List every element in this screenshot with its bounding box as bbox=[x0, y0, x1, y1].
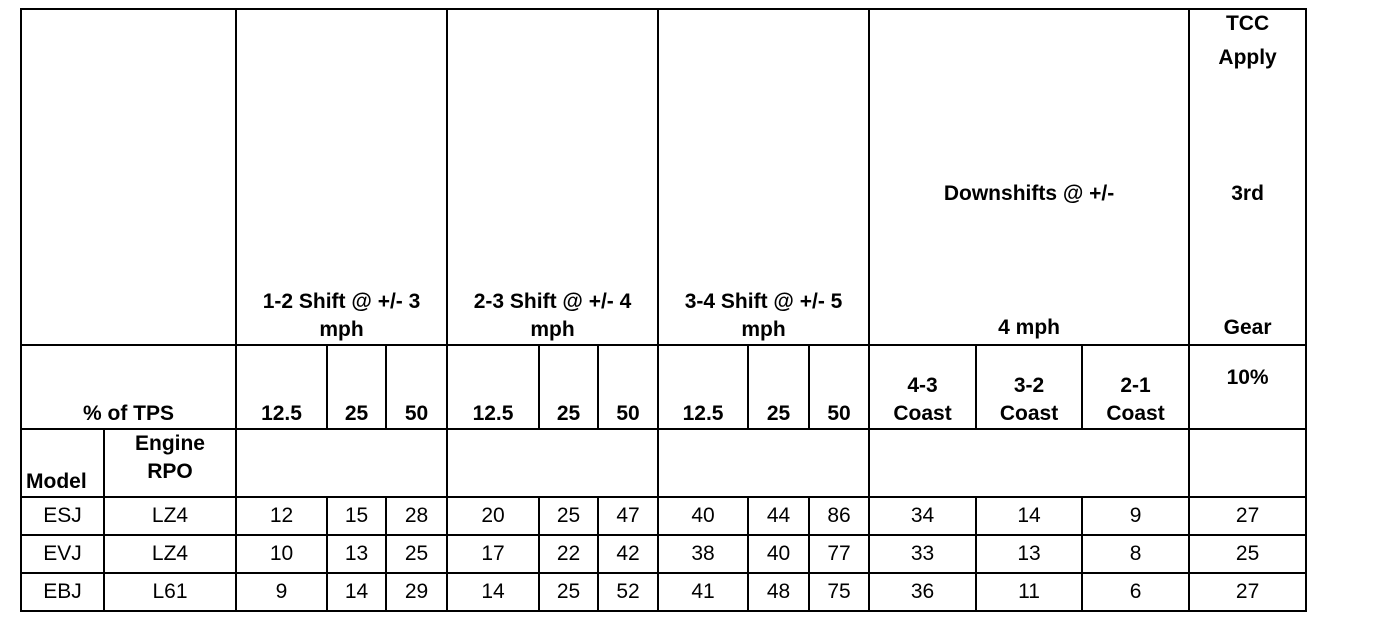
value-cell: 77 bbox=[809, 535, 869, 573]
tps-value: 50 bbox=[598, 345, 658, 429]
tps-label: % of TPS bbox=[21, 345, 236, 429]
coast-32 bbox=[976, 345, 1082, 429]
engine-column-header bbox=[104, 429, 236, 497]
model-cell: ESJ bbox=[21, 497, 104, 535]
tps-value: 50 bbox=[386, 345, 447, 429]
engine-header-line2: RPO bbox=[147, 460, 193, 483]
value-cell: 20 bbox=[447, 497, 539, 535]
tps-value: 12.5 bbox=[236, 345, 327, 429]
value-cell: 47 bbox=[598, 497, 658, 535]
coast-label-line1: 4-3 bbox=[907, 374, 938, 397]
header-tcc-apply bbox=[1189, 9, 1306, 345]
tcc-tps-value: 10% bbox=[1189, 345, 1306, 429]
header-blank-cell bbox=[21, 9, 236, 345]
value-cell: 25 bbox=[1189, 535, 1306, 573]
value-cell: 41 bbox=[658, 573, 748, 611]
value-cell: 25 bbox=[539, 497, 598, 535]
tps-row bbox=[21, 345, 1306, 429]
blank-cell bbox=[869, 429, 1189, 497]
engine-cell: LZ4 bbox=[104, 535, 236, 573]
tps-value: 25 bbox=[539, 345, 598, 429]
blank-cell bbox=[1189, 429, 1306, 497]
value-cell: 75 bbox=[809, 573, 869, 611]
value-cell: 48 bbox=[748, 573, 809, 611]
table-row bbox=[21, 573, 1306, 611]
value-cell: 14 bbox=[976, 497, 1082, 535]
table-row bbox=[21, 535, 1306, 573]
value-cell: 11 bbox=[976, 573, 1082, 611]
value-cell: 12 bbox=[236, 497, 327, 535]
blank-cell bbox=[447, 429, 658, 497]
value-cell: 22 bbox=[539, 535, 598, 573]
value-cell: 8 bbox=[1082, 535, 1189, 573]
coast-label-line2: Coast bbox=[1106, 402, 1165, 425]
header-row bbox=[21, 9, 1306, 345]
tps-value: 25 bbox=[748, 345, 809, 429]
value-cell: 36 bbox=[869, 573, 976, 611]
value-cell: 34 bbox=[869, 497, 976, 535]
value-cell: 33 bbox=[869, 535, 976, 573]
tps-value: 50 bbox=[809, 345, 869, 429]
header-shift-12: 1-2 Shift @ +/- 3 mph bbox=[236, 9, 447, 345]
value-cell: 25 bbox=[539, 573, 598, 611]
coast-21 bbox=[1082, 345, 1189, 429]
model-header-row bbox=[21, 429, 1306, 497]
value-cell: 13 bbox=[976, 535, 1082, 573]
model-cell: EBJ bbox=[21, 573, 104, 611]
tps-value: 12.5 bbox=[447, 345, 539, 429]
value-cell: 9 bbox=[1082, 497, 1189, 535]
engine-cell: L61 bbox=[104, 573, 236, 611]
value-cell: 38 bbox=[658, 535, 748, 573]
tcc-label-line2: Apply bbox=[1218, 46, 1277, 69]
engine-header-line1: Engine bbox=[134, 432, 205, 455]
value-cell: 25 bbox=[386, 535, 447, 573]
value-cell: 14 bbox=[327, 573, 386, 611]
value-cell: 13 bbox=[327, 535, 386, 573]
value-cell: 40 bbox=[748, 535, 809, 573]
value-cell: 17 bbox=[447, 535, 539, 573]
model-column-header: Model bbox=[21, 429, 104, 497]
coast-label-line1: 3-2 bbox=[1013, 374, 1045, 397]
value-cell: 6 bbox=[1082, 573, 1189, 611]
value-cell: 42 bbox=[598, 535, 658, 573]
value-cell: 86 bbox=[809, 497, 869, 535]
blank-cell bbox=[658, 429, 869, 497]
value-cell: 29 bbox=[386, 573, 447, 611]
value-cell: 9 bbox=[236, 573, 327, 611]
header-shift-34: 3-4 Shift @ +/- 5 mph bbox=[658, 9, 869, 345]
tcc-label-line3: 3rd bbox=[1231, 182, 1264, 205]
downshifts-label: Downshifts @ +/- bbox=[943, 182, 1115, 205]
tcc-label-line1: TCC bbox=[1225, 12, 1270, 35]
tcc-label-line4: Gear bbox=[1223, 316, 1272, 339]
downshifts-mph: 4 mph bbox=[998, 316, 1060, 339]
coast-43 bbox=[869, 345, 976, 429]
value-cell: 27 bbox=[1189, 497, 1306, 535]
value-cell: 52 bbox=[598, 573, 658, 611]
tps-value: 12.5 bbox=[658, 345, 748, 429]
engine-cell: LZ4 bbox=[104, 497, 236, 535]
value-cell: 28 bbox=[386, 497, 447, 535]
table-row bbox=[21, 497, 1306, 535]
tps-value: 25 bbox=[327, 345, 386, 429]
coast-label-line2: Coast bbox=[893, 402, 952, 425]
blank-cell bbox=[236, 429, 447, 497]
model-cell: EVJ bbox=[21, 535, 104, 573]
header-shift-23: 2-3 Shift @ +/- 4 mph bbox=[447, 9, 658, 345]
coast-label-line2: Coast bbox=[999, 402, 1059, 425]
shift-speed-table bbox=[20, 8, 1307, 612]
value-cell: 27 bbox=[1189, 573, 1306, 611]
value-cell: 14 bbox=[447, 573, 539, 611]
header-downshifts bbox=[869, 9, 1189, 345]
value-cell: 15 bbox=[327, 497, 386, 535]
coast-label-line1: 2-1 bbox=[1120, 374, 1151, 397]
value-cell: 44 bbox=[748, 497, 809, 535]
value-cell: 40 bbox=[658, 497, 748, 535]
value-cell: 10 bbox=[236, 535, 327, 573]
